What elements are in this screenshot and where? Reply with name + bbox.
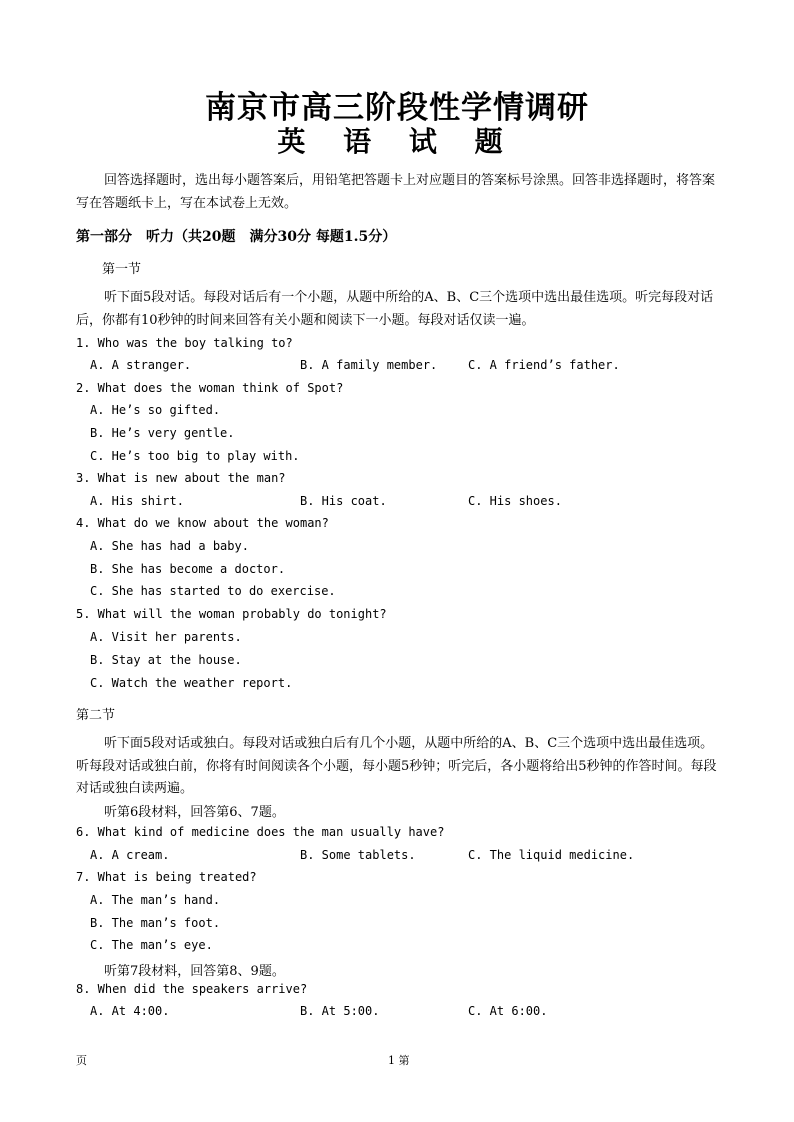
page-title: 南京市高三阶段性学情调研 [205,90,589,126]
question-7-option-b: B. The man’s foot. [90,916,221,930]
question-3-option-c: C. His shoes. [468,494,562,508]
question-8-option-b: B. At 5:00. [300,1004,380,1018]
question-6-option-c: C. The liquid medicine. [468,848,635,862]
question-1-stem: 1. Who was the boy talking to? [76,336,293,350]
footer-left: 页 [76,1054,87,1067]
question-5-option-a: A. Visit her parents. [90,630,242,644]
question-5-option-c: C. Watch the weather report. [90,676,293,690]
footer-page-number: 1 第 [388,1054,410,1067]
section1-label: 第一节 [102,262,142,277]
question-5-option-b: B. Stay at the house. [90,653,242,667]
question-2-option-b: B. He’s very gentle. [90,426,235,440]
part1-heading: 第一部分 听力（共20题 满分30分 每题1.5分） [76,229,397,245]
section1-directions: 听下面5段对话。每段对话后有一个小题，从题中所给的A、B、C三个选项中选出最佳选项。听完每段对话后，你都有10秒钟的时间来回答有关小题和阅读下一小题。每段对话仅读一遍。 [76,290,714,328]
question-6-stem: 6. What kind of medicine does the man usually have? [76,825,445,839]
question-7-stem: 7. What is being treated? [76,870,257,884]
material-7-note: 听第7段材料，回答第8、9题。 [104,964,285,979]
question-4-option-a: A. She has had a baby. [90,539,249,553]
question-2-option-c: C. He’s too big to play with. [90,449,300,463]
question-4-option-b: B. She has become a doctor. [90,562,286,576]
question-5-stem: 5. What will the woman probably do tonight? [76,607,387,621]
question-3-option-b: B. His coat. [300,494,387,508]
question-7-option-c: C. The man’s eye. [90,938,213,952]
section2-directions: 听下面5段对话或独白。每段对话或独白后有几个小题，从题中所给的A、B、C三个选项中选出最佳选项。听每段对话或独白前，你将有时间阅读各个小题，每小题5秒钟；听完后，各小题将给出5秒钟的作答时间。每段对话或独白读两遍。 [76,736,717,796]
question-1-option-a: A. A stranger. [90,358,192,372]
question-2-stem: 2. What does the woman think of Spot? [76,381,344,395]
question-1-option-c: C. A friend’s father. [468,358,620,372]
question-7-option-a: A. The man’s hand. [90,893,221,907]
question-4-option-c: C. She has started to do exercise. [90,584,336,598]
question-3-option-a: A. His shirt. [90,494,184,508]
question-4-stem: 4. What do we know about the woman? [76,516,329,530]
question-8-option-c: C. At 6:00. [468,1004,548,1018]
instructions: 回答选择题时，选出每小题答案后，用铅笔把答题卡上对应题目的答案标号涂黑。回答非选择题时，将答案写在答题纸卡上，写在本试卷上无效。 [76,173,716,211]
material-6-note: 听第6段材料，回答第6、7题。 [104,805,285,820]
question-6-option-a: A. A cream. [90,848,170,862]
question-1-option-b: B. A family member. [300,358,438,372]
question-8-stem: 8. When did the speakers arrive? [76,982,308,996]
question-3-stem: 3. What is new about the man? [76,471,286,485]
section2-label: 第二节 [76,708,116,723]
question-8-option-a: A. At 4:00. [90,1004,170,1018]
page-subtitle: 英 语 试 题 [277,125,517,158]
question-6-option-b: B. Some tablets. [300,848,416,862]
question-2-option-a: A. He’s so gifted. [90,403,221,417]
